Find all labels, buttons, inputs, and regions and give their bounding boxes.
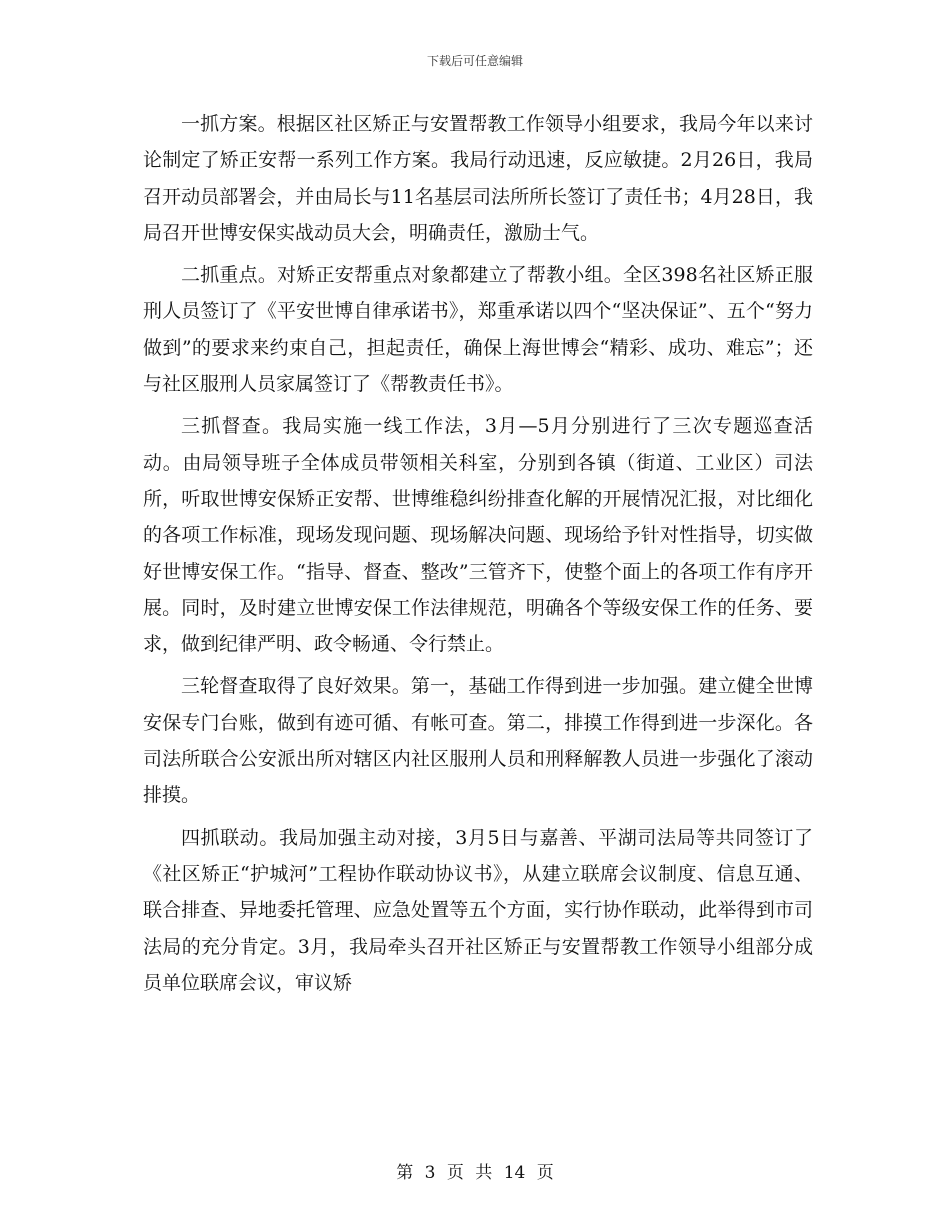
page-header: 下载后可任意编辑 bbox=[426, 54, 523, 68]
document-body bbox=[143, 106, 813, 1007]
paragraph-5: 四抓联动。我局加强主动对接，3月5日与嘉善、平湖司法局等共同签订了《社区矫正“护城河”工程协作联动协议书》，从建立联席会议制度、信息互通、联合排查、异地委托管理、应急处置等五个方面，实行协作联动，此举得到市司法局的充分肯定。3月，我局牵头召开社区矫正与安置帮教工作领导小组部分成员单位联席会议，审议矫 bbox=[143, 826, 813, 994]
paragraph-3: 三抓督查。我局实施一线工作法，3月—5月分别进行了三次专题巡查活动。由局领导班子全体成员带领相关科室，分别到各镇（街道、工业区）司法所，听取世博安保矫正安帮、世博维稳纠纷排查化解的开展情况汇报，对比细化的各项工作标准，现场发现问题、现场解决问题、现场给予针对性指导，切实做好世博安保工作。“指导、督查、整改”三管齐下，使整个面上的各项工作有序开展。同时，及时建立世博安保工作法律规范，明确各个等级安保工作的任务、要求，做到纪律严明、政令畅通、令行禁止。 bbox=[143, 415, 813, 656]
paragraph-4: 三轮督查取得了良好效果。第一，基础工作得到进一步加强。建立健全世博安保专门台账，做到有迹可循、有帐可查。第二，排摸工作得到进一步深化。各司法所联合公安派出所对辖区内社区服刑人员和刑释解教人员进一步强化了滚动排摸。 bbox=[143, 675, 813, 807]
paragraph-2: 二抓重点。对矫正安帮重点对象都建立了帮教小组。全区398名社区矫正服刑人员签订了《平安世博自律承诺书》，郑重承诺以四个“坚决保证”、五个“努力做到”的要求来约束自己，担起责任，确保上海世博会“精彩、成功、难忘”；还与社区服刑人员家属签订了《帮教责任书》。 bbox=[143, 264, 813, 396]
page-number: 第 3 页 共 14 页 bbox=[396, 1163, 554, 1183]
paragraph-1: 一抓方案。根据区社区矫正与安置帮教工作领导小组要求，我局今年以来讨论制定了矫正安帮一系列工作方案。我局行动迅速，反应敏捷。2月26日，我局召开动员部署会，并由局长与11名基层司法所所长签订了责任书；4月28日，我局召开世博安保实战动员大会，明确责任，激励士气。 bbox=[143, 113, 813, 244]
